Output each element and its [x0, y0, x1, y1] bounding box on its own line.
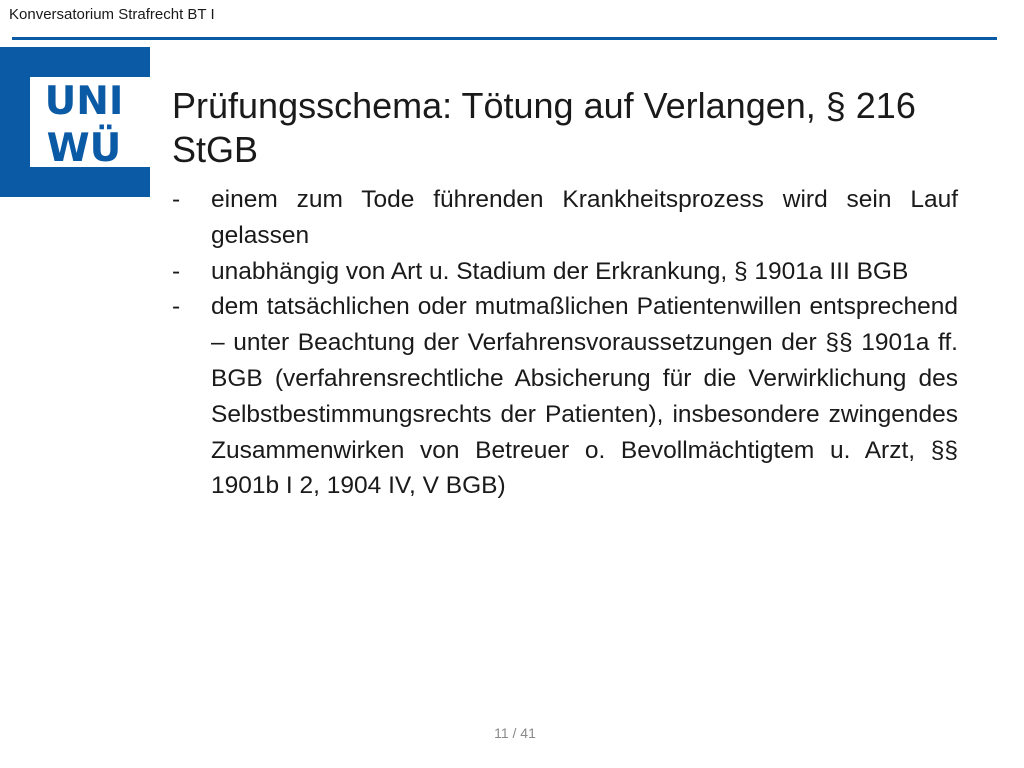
bullet-marker: - — [172, 257, 181, 285]
uniwue-logo — [0, 47, 150, 197]
logo-line-1: UNI — [44, 79, 124, 124]
bullet-marker: - — [172, 293, 181, 321]
bullet-text: einem zum Tode führenden Krankheitsprozess wird sein Lauf gelassen — [211, 186, 958, 249]
bullet-list — [172, 182, 958, 504]
bullet-marker: - — [172, 186, 181, 213]
logo-line-2: WÜ — [46, 126, 122, 171]
slide-title: Prüfungsschema: Tötung auf Verlangen, § 216 StGB — [172, 85, 916, 170]
bullet-text: unabhängig von Art u. Stadium der Erkrankung, § 1901a III BGB — [211, 257, 909, 285]
bullet-item — [172, 289, 958, 504]
header-divider — [12, 37, 997, 40]
bullet-item — [172, 254, 958, 290]
page-indicator: 11 / 41 — [494, 725, 536, 741]
course-title: Konversatorium Strafrecht BT I — [9, 6, 215, 23]
bullet-item — [172, 182, 958, 254]
bullet-text: dem tatsächlichen oder mutmaßlichen Patientenwillen entsprechend – unter Beachtung der Verfahrensvoraussetzungen der §§ 1901a ff. BGB (verfahrensrechtliche Absicherung für die Verwirklichung des Selbstbestimmungsrechts der Patienten), insbesondere zwingendes Zusammenwirken von Betreuer o. Bevollmächtigtem u. Arzt, §§ 1901b I 2, 1904 IV, V BGB) — [211, 293, 958, 500]
